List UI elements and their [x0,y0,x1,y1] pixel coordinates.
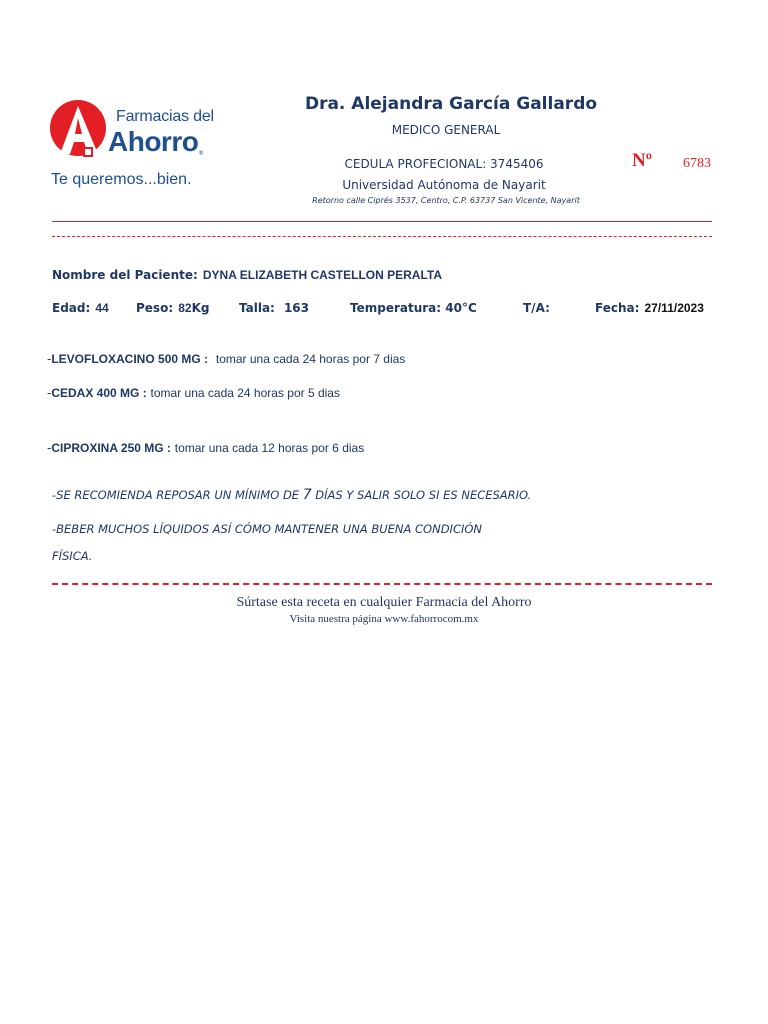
farmacias-del-ahorro-logo-icon [50,98,110,164]
patient-blood-pressure [523,297,550,316]
medication-instructions: tomar una cada 24 horas por 7 dias [215,352,406,366]
footer-website-text: Visita nuestra página www.fahorrocom.mx [289,613,479,625]
doctor-specialty: MEDICO GENERAL [391,123,501,137]
footer-main-text: Súrtase esta receta en cualquier Farmacia del Ahorro [236,595,532,610]
medication-name: CEDAX 400 MG : [51,386,147,400]
weight-value: 82 [178,301,192,315]
medication-prefix: - [47,352,52,366]
doctor-name: Dra. Alejandra García Gallardo [304,94,598,114]
logo-slogan: Te queremos...bien. [51,171,192,188]
medication-item [47,352,405,366]
patient-temperature [350,297,477,316]
logo-brand-top: Farmacias del [116,108,214,125]
medication-prefix: - [47,386,52,400]
weight-unit: Kg [191,301,210,315]
recommendation-rest-before: -SE RECOMIENDA REPOSAR UN MÍNIMO DE [52,488,303,502]
date-label: Fecha: [595,301,640,315]
prescription-number-label: Nº [632,150,652,171]
recommendation-rest-days: 7 [302,487,312,503]
medication-prefix: - [47,441,52,455]
prescription-date [595,297,704,316]
medication-name: CIPROXINA 250 MG : [51,441,171,455]
logo-brand-main: Ahorro [108,126,199,157]
patient-weight [136,297,209,316]
age-label: Edad: [52,301,91,315]
patient-name-row [52,264,442,283]
header-divider-solid [52,221,712,222]
footer-divider-dashed [52,583,712,585]
header-divider-dashed [52,236,712,237]
medication-instructions: tomar una cada 24 horas por 5 dias [150,386,340,400]
recommendation-rest-after: DÍAS Y SALIR SOLO SI ES NECESARIO. [311,488,532,502]
height-value: 163 [283,301,310,315]
weight-label: Peso: [136,301,174,315]
patient-name-label: Nombre del Paciente: [52,268,198,282]
doctor-university: Universidad Autónoma de Nayarit [342,178,546,192]
recommendation-fluids: -BEBER MUCHOS LÍQUIDOS ASÍ CÓMO MANTENER UNA BUENA CONDICIÓN [52,522,483,536]
date-value: 27/11/2023 [644,301,704,315]
blood-pressure-label: T/A: [523,301,550,315]
doctor-cedula: CEDULA PROFECIONAL: 3745406 [344,157,544,171]
height-label: Talla: [239,301,275,315]
doctor-address: Retorno calle Ciprés 3537, Centro, C.P. 63737 San Vicente, Nayarit [312,196,580,205]
medication-instructions: tomar una cada 12 horas por 6 dias [174,441,365,455]
prescription-number: 6783 [683,156,711,171]
age-value: 44 [95,301,109,315]
temperature-label: Temperatura: 40°C [350,301,477,315]
patient-height [239,297,309,316]
patient-age [52,297,109,316]
recommendation-fluids-cont: FÍSICA. [52,549,93,563]
medication-item [47,441,364,455]
patient-name: DYNA ELIZABETH CASTELLON PERALTA [202,268,442,282]
medication-item [47,386,340,400]
recommendation-rest [52,487,531,503]
medication-name: LEVOFLOXACINO 500 MG : [51,352,209,366]
logo-registered-mark: ® [198,150,204,157]
